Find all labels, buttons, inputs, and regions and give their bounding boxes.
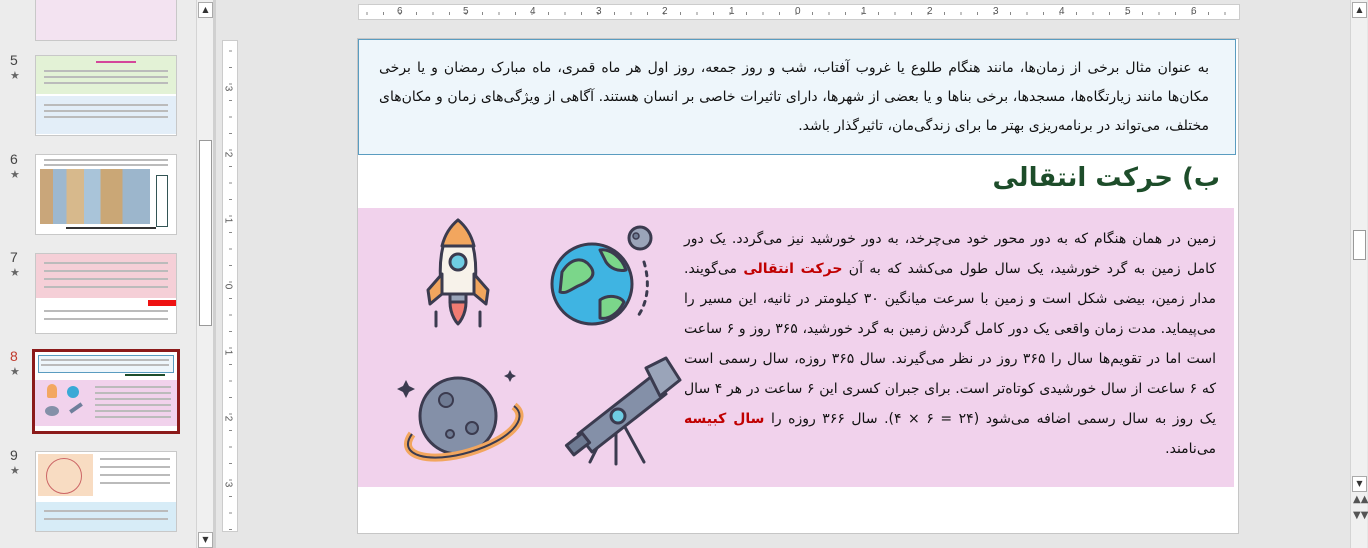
previous-slide-button[interactable]: ▲▲ (1353, 494, 1368, 505)
ruler-label: 1 (729, 6, 735, 17)
ruler-label: 3 (222, 85, 234, 92)
scrollbar-thumb[interactable] (199, 140, 212, 326)
thumbnail-star-icon: ★ (10, 365, 20, 378)
horizontal-ruler (358, 4, 1240, 20)
thumbnail-star-icon: ★ (10, 69, 20, 82)
ruler-label: 5 (1125, 6, 1131, 17)
ruler-label: 0 (795, 6, 801, 17)
slide-thumbnail-7[interactable] (35, 253, 177, 334)
thumbnail-number: 5 (10, 52, 18, 68)
ruler-label: 2 (222, 151, 234, 158)
thumbnail-star-icon: ★ (10, 168, 20, 181)
intro-text-box[interactable] (358, 39, 1236, 155)
planet-icon[interactable] (390, 360, 528, 470)
slide-thumbnail-6[interactable] (35, 154, 177, 235)
pane-splitter[interactable] (213, 0, 216, 548)
telescope-icon[interactable] (560, 356, 684, 468)
ruler-label: 2 (927, 6, 933, 17)
ruler-label: 2 (662, 6, 668, 17)
scroll-up-button[interactable]: ▲ (1352, 2, 1367, 18)
slide-thumbnail-5[interactable] (35, 55, 177, 136)
ruler-label: 3 (222, 481, 234, 488)
ruler-label: 5 (463, 6, 469, 17)
slide-scrollbar[interactable] (1350, 0, 1367, 548)
ruler-label: 2 (222, 415, 234, 422)
thumbnail-number: 6 (10, 151, 18, 167)
ruler-label: 6 (1191, 6, 1197, 17)
thumbnail-number: 7 (10, 249, 18, 265)
scrollbar-thumb[interactable] (1353, 230, 1366, 260)
slide-thumbnail-pane (0, 0, 196, 548)
next-slide-button[interactable]: ▼▼ (1353, 510, 1368, 521)
section-title[interactable]: ب) حرکت انتقالی (992, 163, 1220, 193)
body-text-part: می‌گویند. مدار زمین، بیضی شکل است و زمین با سرعت میانگین ۳۰ کیلومتر در ثانیه، این مسیر را می‌پیماید. مدت زمان واقعی یک دور کامل گردش زمین به گرد خورشید، ۳۶۵ روز و ۶ ساعت است اما در تقویم‌ها سال را ۳۶۵ روز در نظر می‌گیرند. سال ۳۶۵ روزه، سال رسمی است که ۶ ساعت از سال خورشیدی کوتاه‌تر است. برای جبران کسری این ۶ ساعت در هر ۴ سال یک روز به سال رسمی اضافه می‌شود (۲۴ = ۶ × ۴). سال ۳۶۶ روزه را (684, 261, 1217, 427)
ruler-label: 6 (397, 6, 403, 17)
ruler-label: 1 (861, 6, 867, 17)
vertical-ruler (222, 40, 238, 532)
rocket-icon[interactable] (418, 216, 498, 334)
highlight-term: سال کبیسه (684, 411, 765, 427)
thumbnail-number-active: 8 (10, 348, 18, 364)
slide-thumbnail-8[interactable] (32, 349, 180, 434)
intro-paragraph[interactable]: به عنوان مثال برخی از زمان‌ها، مانند هنگام طلوع یا غروب آفتاب، شب و روز جمعه، روز اول هر ماه قمری، ماه مبارک رمضان و یا برخی مکان‌ها مانند زیارتگاه‌ها، مسجدها، برخی بناها و یا بعضی از شهرها، دارای تاثیرات خاصی بر انسان هستند. آگاهی از ویژگی‌های زمان و مکان‌های مختلف، می‌تواند در برنامه‌ریزی بهتر ما برای زندگی‌مان، تاثیرگذار باشد. (379, 60, 1209, 134)
thumbnail-scrollbar[interactable] (196, 0, 213, 548)
body-text-part: زمین در همان هنگام که به دور محور خود می‌چرخد، به دور خورشید نیز می‌گردد. یک دور کامل زمین به گرد خورشید، یک سال طول می‌کشد که به آن (684, 231, 1216, 277)
earth-icon[interactable] (548, 222, 658, 332)
ruler-label: 0 (222, 283, 234, 290)
thumbnail-star-icon: ★ (10, 266, 20, 279)
ruler-label: 1 (222, 217, 234, 224)
body-text-part: می‌نامند. (1165, 441, 1216, 457)
ruler-label: 3 (993, 6, 999, 17)
ruler-label: 3 (596, 6, 602, 17)
scroll-down-button[interactable]: ▼ (198, 532, 213, 548)
slide-thumbnail-9[interactable] (35, 451, 177, 532)
ruler-label: 4 (530, 6, 536, 17)
body-paragraph[interactable] (684, 224, 1216, 464)
ruler-label: 4 (1059, 6, 1065, 17)
content-box[interactable] (358, 208, 1234, 487)
ruler-label: 1 (222, 349, 234, 356)
illustrations-group (388, 208, 678, 487)
slide-thumbnail-4[interactable] (35, 0, 177, 41)
scroll-down-button[interactable]: ▼ (1352, 476, 1367, 492)
thumbnail-number: 9 (10, 447, 18, 463)
slide-canvas[interactable] (357, 38, 1239, 534)
scroll-up-button[interactable]: ▲ (198, 2, 213, 18)
highlight-term: حرکت انتقالی (743, 261, 843, 277)
thumbnail-star-icon: ★ (10, 464, 20, 477)
